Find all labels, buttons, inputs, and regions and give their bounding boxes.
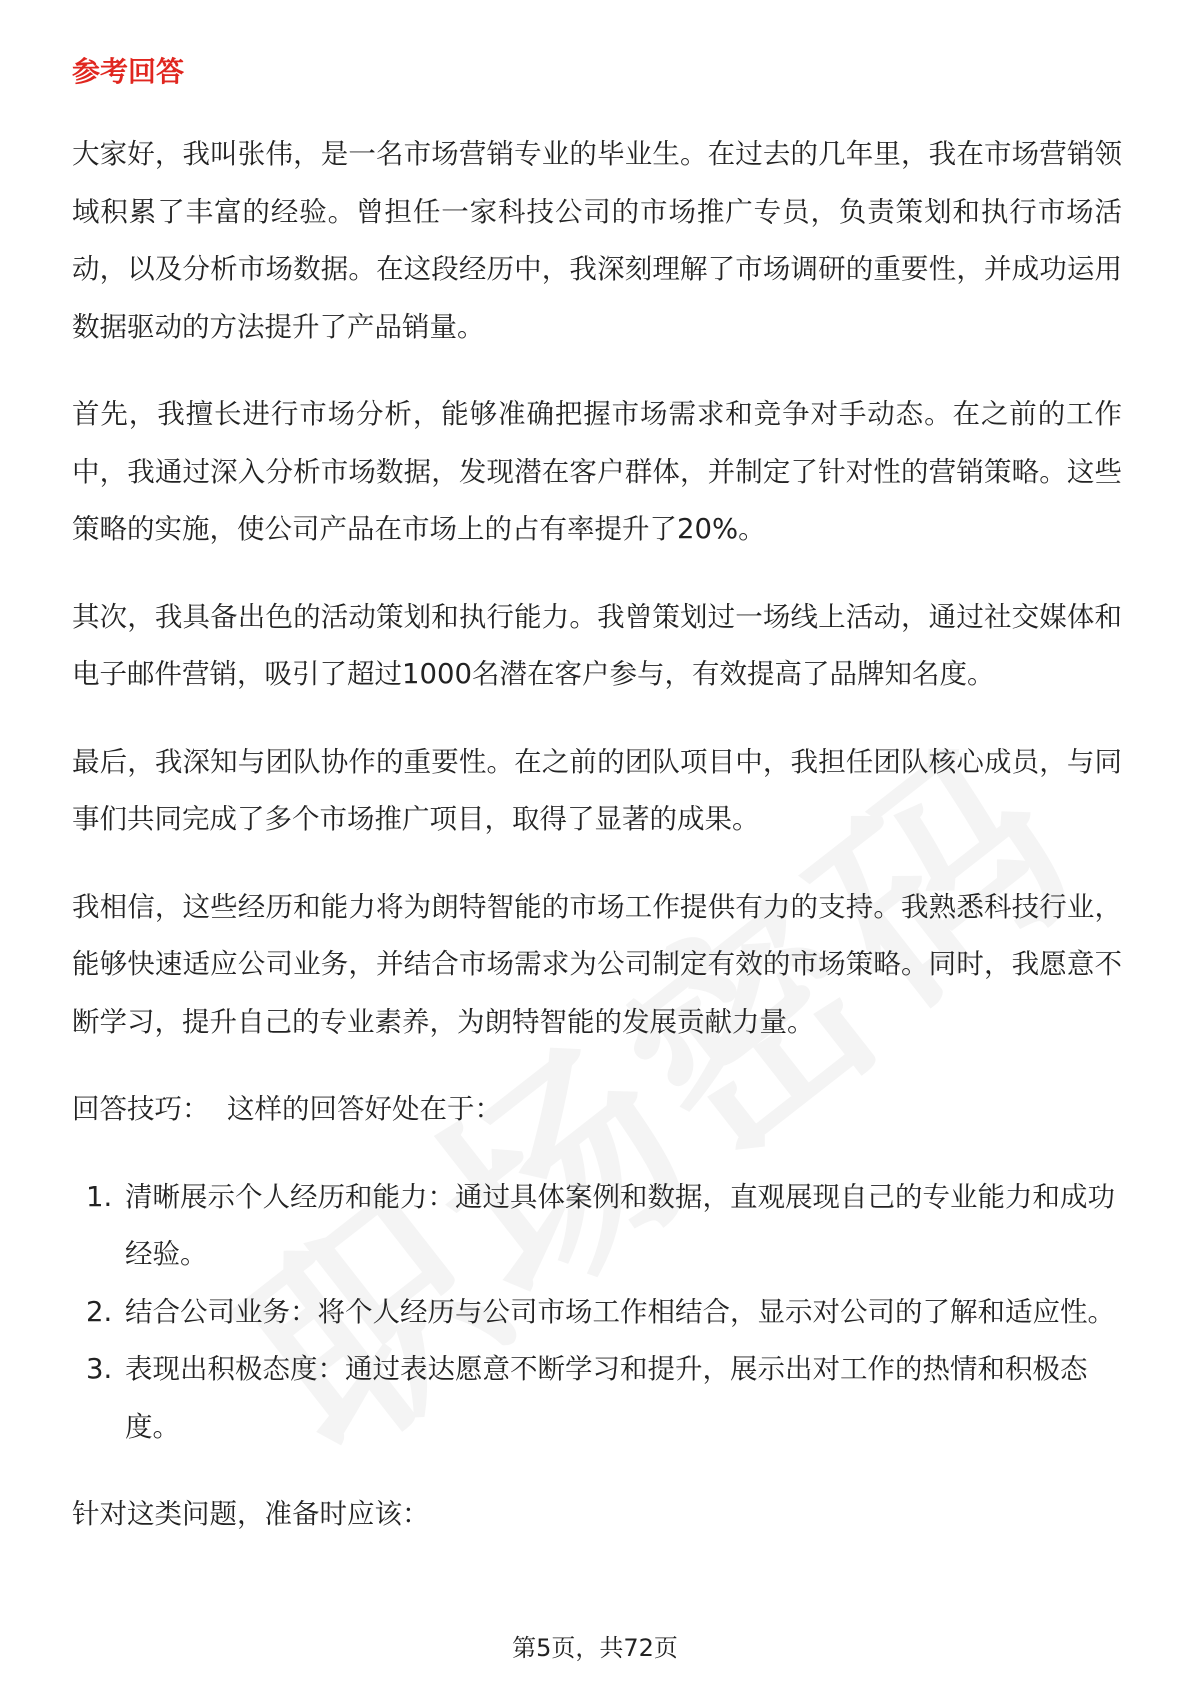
list-item bbox=[72, 1284, 1122, 1342]
list-text: 结合公司业务：将个人经历与公司市场工作相结合，显示对公司的了解和适应性。 bbox=[125, 1295, 1115, 1328]
document-body bbox=[72, 48, 1122, 1574]
paragraph-last: 最后，我深知与团队协作的重要性。在之前的团队项目中，我担任团队核心成员，与同事们共同完成了多个市场推广项目，取得了显著的成果。 bbox=[72, 745, 1122, 835]
list-number: 3. bbox=[86, 1353, 113, 1385]
list-number: 1. bbox=[86, 1180, 113, 1213]
list-item bbox=[72, 1169, 1122, 1284]
tips-list bbox=[72, 1169, 1122, 1457]
list-text: 表现出积极态度：通过表达愿意不断学习和提升，展示出对工作的热情和积极态度。 bbox=[125, 1353, 1088, 1443]
list-text: 清晰展示个人经历和能力：通过具体案例和数据，直观展现自己的专业能力和成功经验。 bbox=[125, 1180, 1115, 1270]
paragraph-first: 首先，我擅长进行市场分析，能够准确把握市场需求和竞争对手动态。在之前的工作中，我通过深入分析市场数据，发现潜在客户群体，并制定了针对性的营销策略。这些策略的实施，使公司产品在市场上的占有率提升了20%。 bbox=[72, 398, 1122, 545]
closing-line: 针对这类问题，准备时应该： bbox=[72, 1498, 430, 1530]
list-item bbox=[72, 1341, 1122, 1456]
list-number: 2. bbox=[86, 1295, 113, 1328]
paragraph-intro: 大家好，我叫张伟，是一名市场营销专业的毕业生。在过去的几年里，我在市场营销领域积累了丰富的经验。曾担任一家科技公司的市场推广专员，负责策划和执行市场活动，以及分析市场数据。在这段经历中，我深刻理解了市场调研的重要性，并成功运用数据驱动的方法提升了产品销量。 bbox=[72, 138, 1122, 343]
tips-intro: 回答技巧： 这样的回答好处在于： bbox=[72, 1093, 502, 1125]
paragraph-conclusion: 我相信，这些经历和能力将为朗特智能的市场工作提供有力的支持。我熟悉科技行业，能够快速适应公司业务，并结合市场需求为公司制定有效的市场策略。同时，我愿意不断学习，提升自己的专业素养，为朗特智能的发展贡献力量。 bbox=[72, 890, 1122, 1038]
page-number: 第5页，共72页 bbox=[512, 1634, 678, 1662]
paragraph-second: 其次，我具备出色的活动策划和执行能力。我曾策划过一场线上活动，通过社交媒体和电子邮件营销，吸引了超过1000名潜在客户参与，有效提高了品牌知名度。 bbox=[72, 600, 1122, 690]
section-heading: 参考回答 bbox=[72, 55, 185, 88]
